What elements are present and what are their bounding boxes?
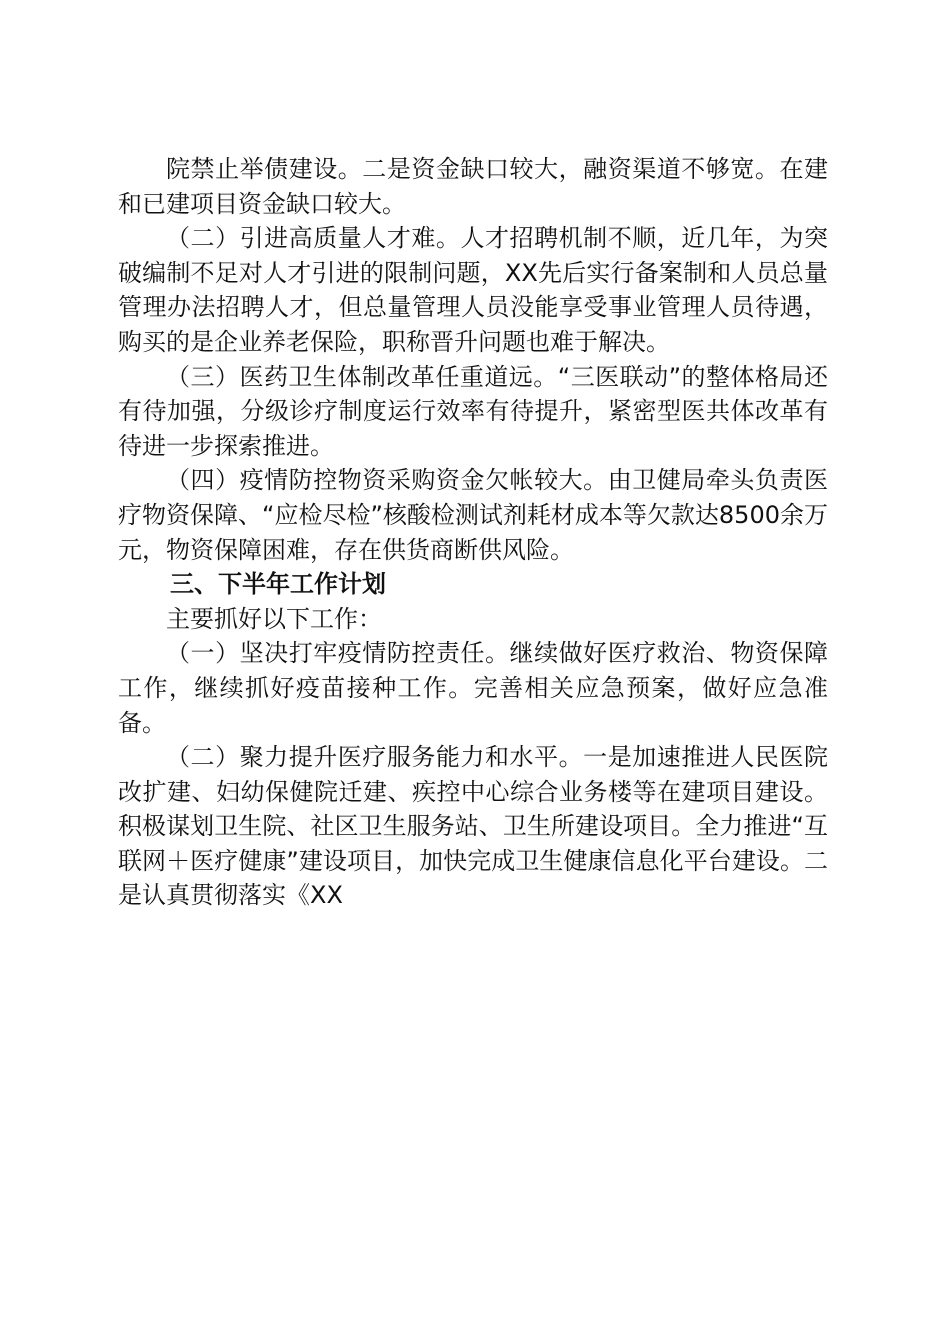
paragraph-epidemic-supplies: （四）疫情防控物资采购资金欠帐较大。由卫健局牵头负责医疗物资保障、“应检尽检”核酸检测试剂耗材成本等欠款达8500余万元，物资保障困难，存在供货商断供风险。 <box>118 466 828 564</box>
paragraph-funding-gap: 院禁止举债建设。二是资金缺口较大，融资渠道不够宽。在建和已建项目资金缺口较大。 <box>118 155 828 218</box>
section-heading-plan: 三、下半年工作计划 <box>170 570 386 599</box>
document-body <box>118 152 828 913</box>
paragraph-talent-recruitment: （二）引进高质量人才难。人才招聘机制不顺，近几年，为突破编制不足对人才引进的限制问题，XX先后实行备案制和人员总量管理办法招聘人才，但总量管理人员没能享受事业管理人员待遇，购买的是企业养老保险，职称晋升问题也难于解决。 <box>118 224 828 356</box>
paragraph-epidemic-control: （一）坚决打牢疫情防控责任。继续做好医疗救治、物资保障工作，继续抓好疫苗接种工作。完善相关应急预案，做好应急准备。 <box>118 639 828 737</box>
paragraph-main-tasks: 主要抓好以下工作： <box>166 604 382 633</box>
paragraph-health-reform: （三）医药卫生体制改革任重道远。“三医联动”的整体格局还有待加强，分级诊疗制度运行效率有待提升，紧密型医共体改革有待进一步探索推进。 <box>118 362 828 460</box>
paragraph-medical-service: （二）聚力提升医疗服务能力和水平。一是加速推进人民医院改扩建、妇幼保健院迁建、疾控中心综合业务楼等在建项目建设。积极谋划卫生院、社区卫生服务站、卫生所建设项目。全力推进“互联网＋医疗健康”建设项目，加快完成卫生健康信息化平台建设。二是认真贯彻落实《XX <box>118 743 828 910</box>
